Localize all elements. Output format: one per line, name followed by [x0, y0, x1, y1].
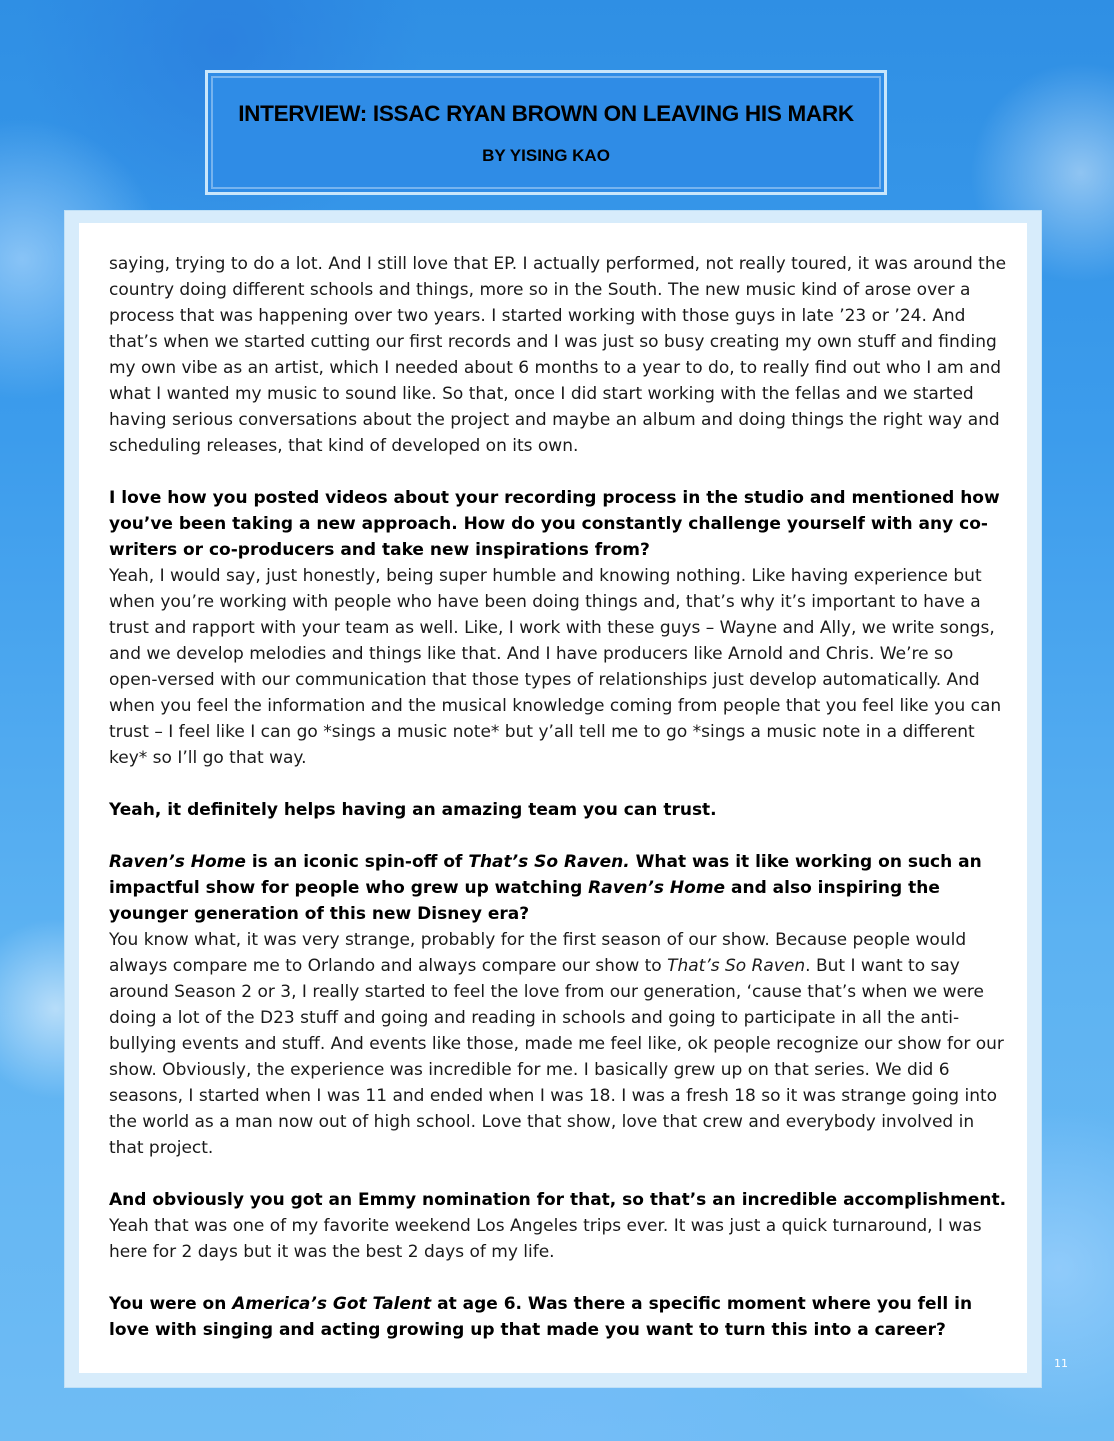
answer-3: You know what, it was very strange, probably for the first season of our show. Because people would always compare me to Orlando and always compare our show to That’s So Raven. But I want to say around Season 2 or 3, I really started to feel the love from our generation, ‘cause that’s when we were doing a lot of the D23 stuff and going and reading in schools and going to participate in all the anti-bullying events and stuff. And events like those, made me feel like, ok people recognize our show for our show. Obviously, the experience was incredible for me. I basically grew up on that series. We did 6 seasons, I started when I was 11 and ended when I was 18. I was a fresh 18 so it was strange going into the world as a man now out of high school. Love that show, love that crew and everybody involved in that project.: [109, 930, 1004, 1158]
answer-4: Yeah that was one of my favorite weekend Los Angeles trips ever. It was just a quick turnaround, I was here for 2 days but it was the best 2 days of my life.: [109, 1216, 982, 1262]
qa-block-3: [109, 849, 1007, 1161]
show-title: That’s So Raven: [667, 956, 806, 976]
question-1: I love how you posted videos about your recording process in the studio and mentioned how you’ve been taking a new approach. How do you constantly challenge yourself with any co-writers or co-producers and take new inspirations from?: [109, 488, 1000, 560]
page-number: 11: [1054, 1357, 1068, 1370]
qa-block-4: [109, 1187, 1007, 1265]
intro-paragraph: saying, trying to do a lot. And I still love that EP. I actually performed, not really toured, it was around the country doing different schools and things, more so in the South. The new music kind of arose over a process that was happening over two years. I started working with those guys in late ’23 or ’24. And that’s when we started cutting our first records and I was just so busy creating my own stuff and finding my own vibe as an artist, which I needed about 6 months to a year to do, to really find out who I am and what I wanted my music to sound like. So that, once I did start working with the fellas and we started having serious conversations about the project and maybe an album and doing things the right way and scheduling releases, that kind of developed on its own.: [109, 254, 1007, 456]
article-body-panel: [79, 223, 1027, 1373]
qa-block-2: [109, 797, 1007, 823]
qa-block-5: [109, 1291, 1007, 1343]
article-byline: BY YISING KAO: [482, 146, 610, 165]
show-title: America’s Got Talent: [232, 1294, 432, 1314]
question-3: Raven’s Home is an iconic spin-off of That’s So Raven. What was it like working on such an impactful show for people who grew up watching Raven’s Home and also inspiring the younger generation of this new Disney era?: [109, 852, 982, 924]
show-title: That’s So Raven.: [468, 852, 630, 872]
show-title: Raven’s Home: [588, 878, 726, 898]
article-frame: [64, 210, 1042, 1388]
question-4: And obviously you got an Emmy nomination for that, so that’s an incredible accomplishment.: [109, 1190, 1007, 1210]
answer-1: Yeah, I would say, just honestly, being super humble and knowing nothing. Like having experience but when you’re working with people who have been doing things and, that’s why it’s important to have a trust and rapport with your team as well. Like, I work with these guys – Wayne and Ally, we write songs, and we develop melodies and things like that. And I have producers like Arnold and Chris. We’re so open-versed with our communication that those types of relationships just develop automatically. And when you feel the information and the musical knowledge coming from people that you feel like you can trust – I feel like I can go *sings a music note* but y’all tell me to go *sings a music note in a different key* so I’ll go that way.: [109, 566, 1002, 768]
article-body: [109, 251, 1007, 1343]
article-title: INTERVIEW: ISSAC RYAN BROWN ON LEAVING HIS MARK: [238, 101, 854, 126]
qa-block-1: [109, 485, 1007, 771]
show-title: Raven’s Home: [109, 852, 246, 872]
question-2: Yeah, it definitely helps having an amazing team you can trust.: [109, 800, 717, 820]
article-header-box: [205, 70, 887, 195]
question-5: You were on America’s Got Talent at age 6. Was there a specific moment where you fell in love with singing and acting growing up that made you want to turn this into a career?: [109, 1294, 973, 1340]
